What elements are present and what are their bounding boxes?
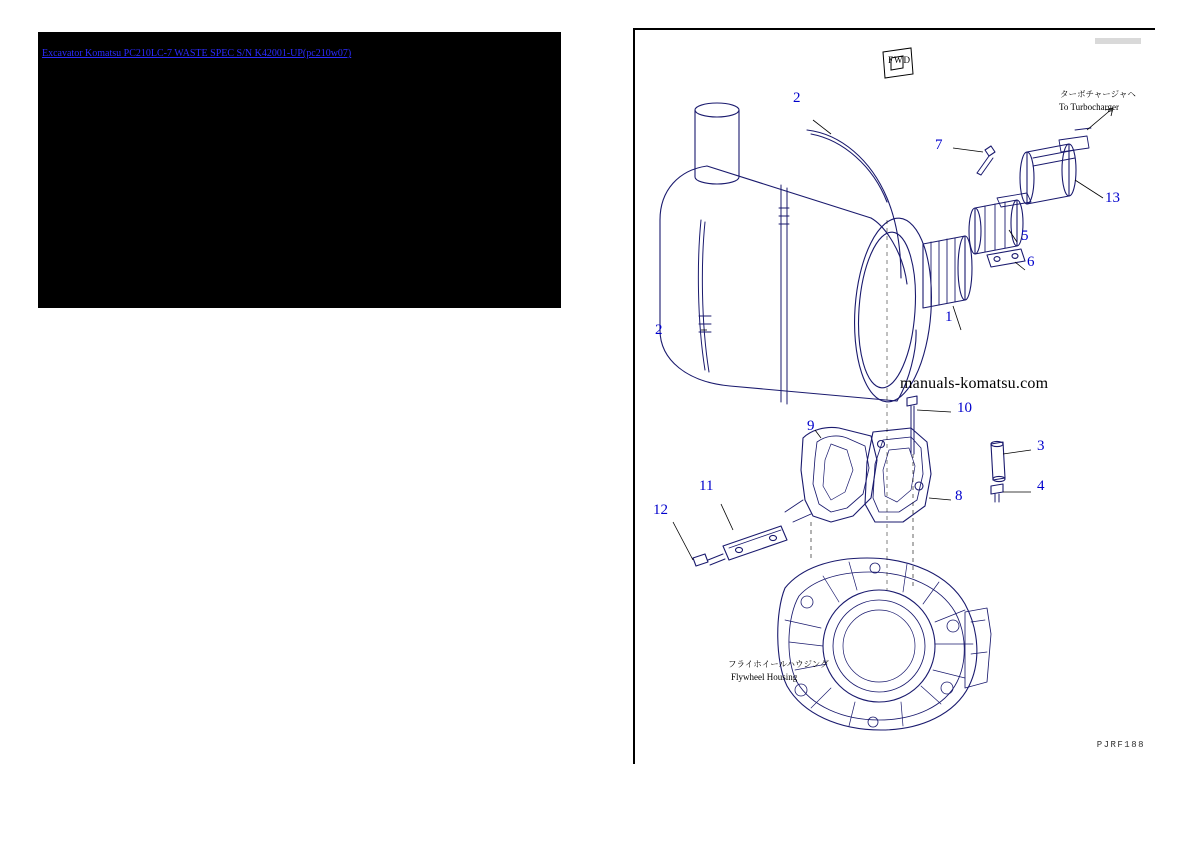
callout-5[interactable]: 5 xyxy=(1021,228,1029,244)
callout-8[interactable]: 8 xyxy=(955,488,963,504)
turbocharger-label-japanese: ターボチャージャヘ xyxy=(1060,90,1136,100)
parts-diagram-panel xyxy=(633,28,1155,764)
callout-9[interactable]: 9 xyxy=(807,418,815,434)
callout-10[interactable]: 10 xyxy=(957,400,972,416)
catalog-title-link[interactable]: Excavator Komatsu PC210LC-7 WASTE SPEC S/N K42001-UP(pc210w07) xyxy=(42,48,352,59)
turbocharger-label-english: To Turbocharger xyxy=(1059,102,1119,112)
flywheel-housing-label-japanese: フライホイールハウジング xyxy=(728,660,829,670)
fwd-orientation-label: FWD xyxy=(888,55,911,65)
exhaust-parts-drawing xyxy=(635,30,1155,764)
callout-12[interactable]: 12 xyxy=(653,502,668,518)
callout-13[interactable]: 13 xyxy=(1105,190,1120,206)
callout-11[interactable]: 11 xyxy=(699,478,714,494)
callout-4[interactable]: 4 xyxy=(1037,478,1045,494)
flywheel-housing-label-english: Flywheel Housing xyxy=(731,672,798,682)
callout-7[interactable]: 7 xyxy=(935,137,943,153)
callout-3[interactable]: 3 xyxy=(1037,438,1045,454)
title-panel xyxy=(38,32,561,308)
callout-1[interactable]: 1 xyxy=(945,309,953,325)
callout-2-left[interactable]: 2 xyxy=(655,322,663,338)
drawing-code: PJRF188 xyxy=(1096,740,1145,750)
callout-6[interactable]: 6 xyxy=(1027,254,1035,270)
callout-2-top[interactable]: 2 xyxy=(793,90,801,106)
watermark-text: manuals-komatsu.com xyxy=(900,375,1049,392)
